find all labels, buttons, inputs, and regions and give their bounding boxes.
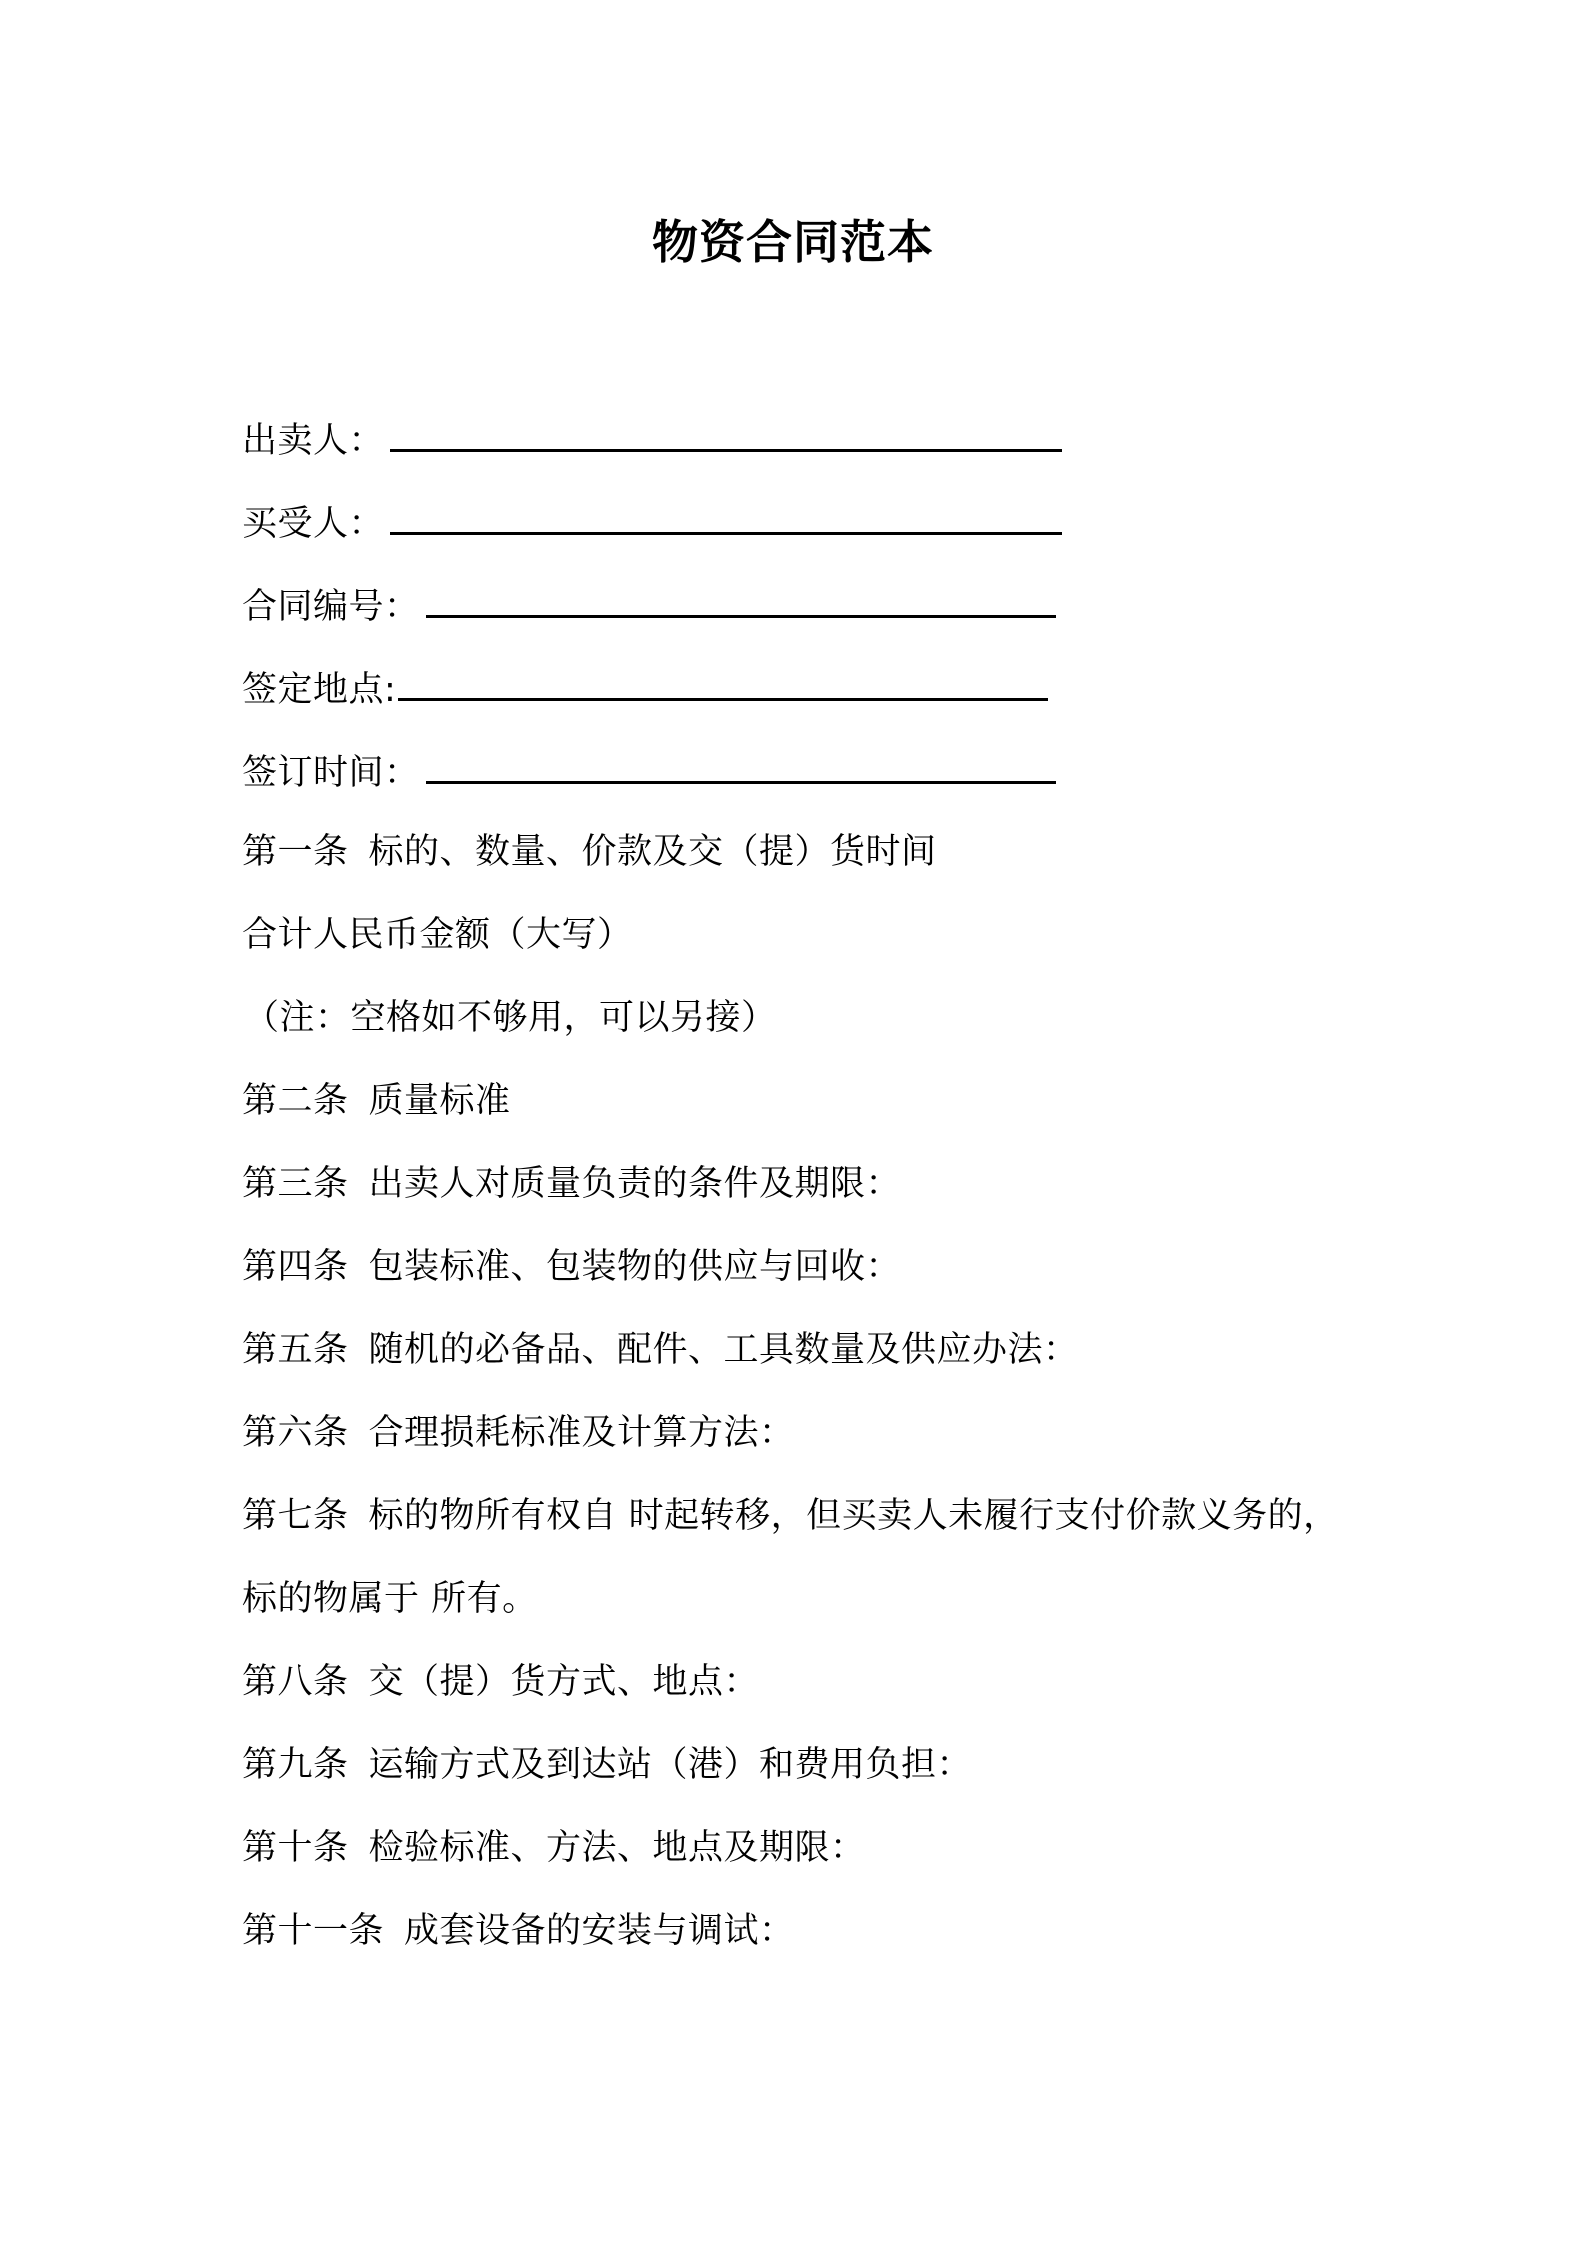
blank-line[interactable] bbox=[390, 417, 1062, 452]
field-signing-place bbox=[242, 666, 1048, 714]
clause-1-total bbox=[242, 911, 633, 959]
field-label: 签定地点: bbox=[242, 670, 397, 710]
field-label: 合同编号： bbox=[242, 587, 420, 627]
field-seller bbox=[242, 417, 1062, 465]
field-label: 买受人： bbox=[242, 504, 385, 544]
clause-text: 包装标准、包装物的供应与回收： bbox=[368, 1247, 902, 1287]
clause-text: 标的物所有权自 时起转移，但买卖人未履行支付价款义务的， bbox=[368, 1496, 1339, 1536]
clause-text: 合计人民币金额（大写） bbox=[242, 915, 633, 955]
clause-3 bbox=[242, 1160, 901, 1208]
field-buyer bbox=[242, 500, 1062, 548]
clause-text: 交（提）货方式、地点： bbox=[368, 1662, 760, 1702]
clause-8 bbox=[242, 1658, 759, 1706]
clause-text: 运输方式及到达站（港）和费用负担： bbox=[368, 1745, 973, 1785]
clause-6 bbox=[242, 1409, 795, 1457]
field-label: 签订时间： bbox=[242, 753, 420, 793]
clause-text: 检验标准、方法、地点及期限： bbox=[368, 1828, 866, 1868]
clause-4 bbox=[242, 1243, 901, 1291]
clause-text: （注：空格如不够用，可以另接） bbox=[244, 998, 777, 1038]
clause-7-continued bbox=[242, 1575, 538, 1623]
blank-line[interactable] bbox=[390, 500, 1062, 535]
clause-text: 标的、数量、价款及交（提）货时间 bbox=[368, 832, 937, 872]
clause-1 bbox=[242, 828, 937, 876]
clause-number: 第三条 bbox=[242, 1164, 349, 1204]
field-contract-number bbox=[242, 583, 1056, 631]
clause-1-note bbox=[244, 994, 777, 1042]
clause-number: 第四条 bbox=[242, 1247, 349, 1287]
clause-text: 合理损耗标准及计算方法： bbox=[368, 1413, 795, 1453]
blank-line[interactable] bbox=[426, 583, 1056, 618]
clause-text: 成套设备的安装与调试： bbox=[404, 1911, 795, 1951]
clause-5 bbox=[242, 1326, 1079, 1374]
blank-line[interactable] bbox=[398, 666, 1048, 701]
clause-text: 质量标准 bbox=[368, 1081, 511, 1121]
clause-number: 第十条 bbox=[242, 1828, 349, 1868]
clause-number: 第九条 bbox=[242, 1745, 349, 1785]
clause-number: 第十一条 bbox=[242, 1911, 385, 1951]
clause-number: 第六条 bbox=[242, 1413, 349, 1453]
clause-number: 第五条 bbox=[242, 1330, 349, 1370]
clause-number: 第二条 bbox=[242, 1081, 349, 1121]
document-title: 物资合同范本 bbox=[652, 215, 934, 269]
clause-text: 标的物属于 所有。 bbox=[242, 1579, 538, 1619]
clause-9 bbox=[242, 1741, 972, 1789]
clause-number: 第八条 bbox=[242, 1662, 349, 1702]
clause-10 bbox=[242, 1824, 866, 1872]
clause-number: 第七条 bbox=[242, 1496, 349, 1536]
clause-text: 出卖人对质量负责的条件及期限： bbox=[368, 1164, 902, 1204]
clause-7 bbox=[242, 1492, 1339, 1540]
clause-number: 第一条 bbox=[242, 832, 349, 872]
clause-text: 随机的必备品、配件、工具数量及供应办法： bbox=[368, 1330, 1079, 1370]
clause-11 bbox=[242, 1907, 795, 1955]
field-signing-time bbox=[242, 749, 1056, 797]
blank-line[interactable] bbox=[426, 749, 1056, 784]
field-label: 出卖人： bbox=[242, 421, 385, 461]
clause-2 bbox=[242, 1077, 511, 1125]
